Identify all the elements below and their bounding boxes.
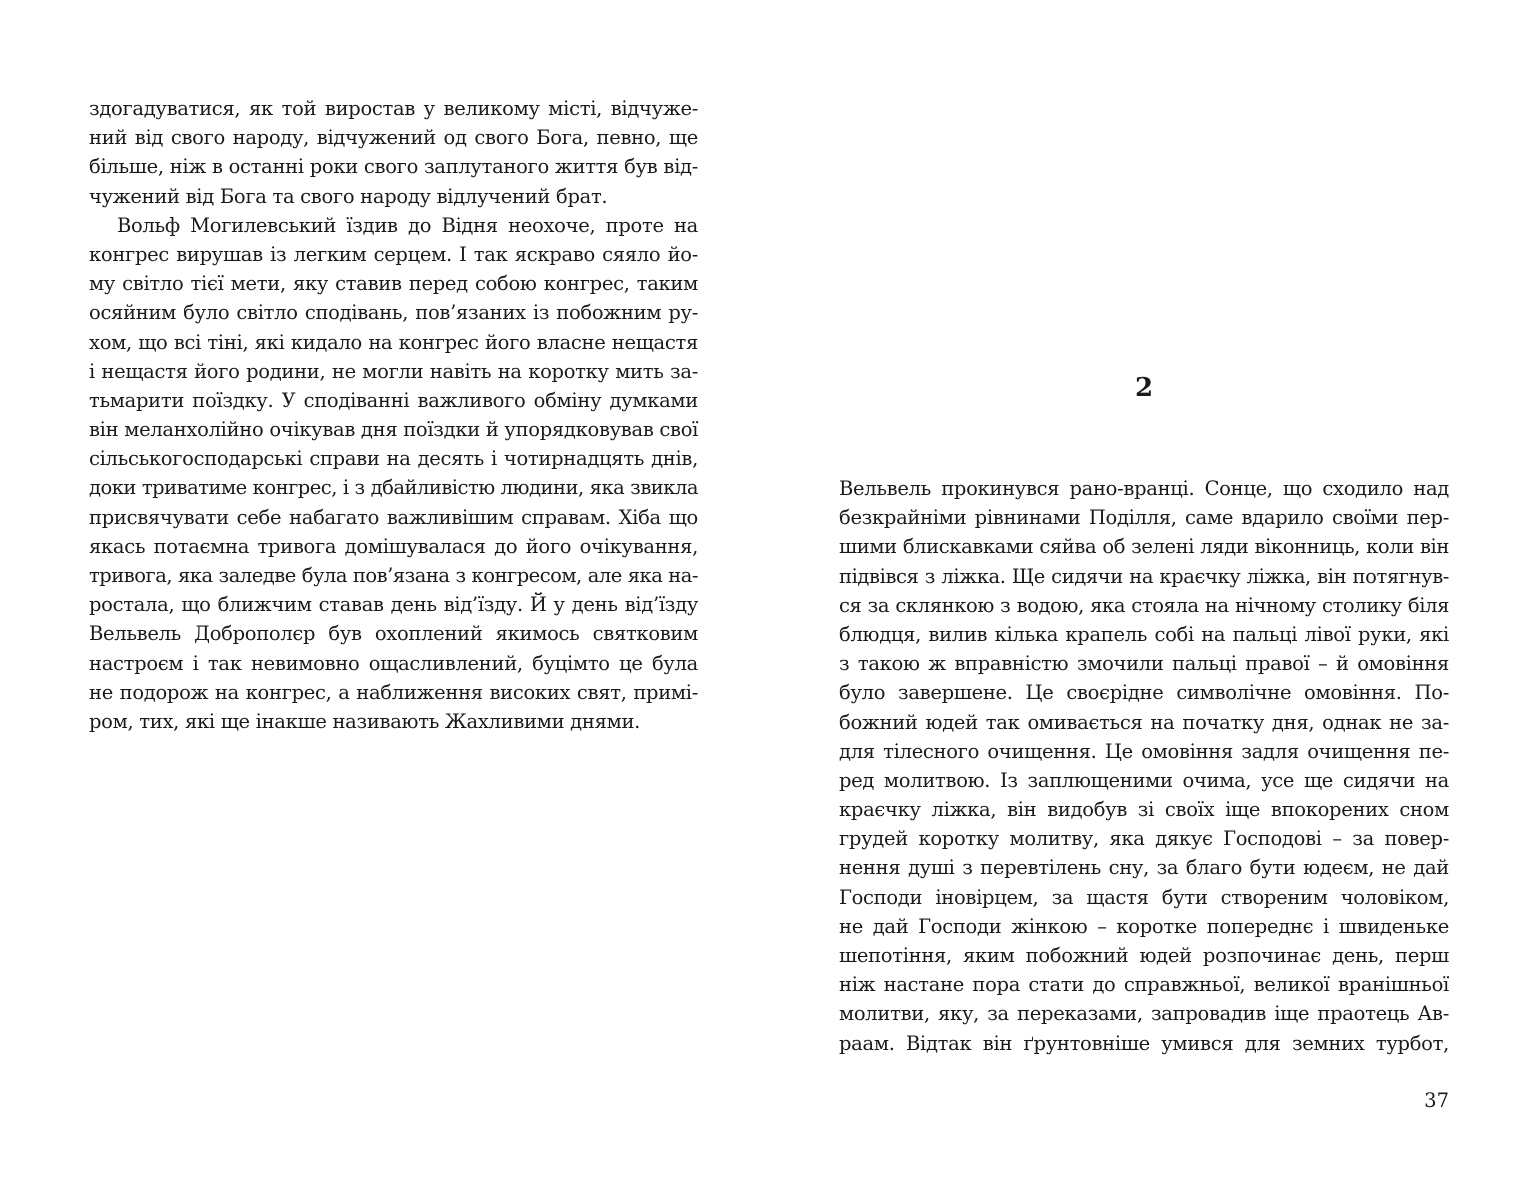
text-line: не подорож на конгрес, а наближення високих свят, примі-	[89, 680, 698, 704]
chapter-number: 2	[1134, 373, 1154, 403]
text-line: Вельвель прокинувся рано-вранці. Сонце, що сходило над	[839, 477, 1449, 500]
text-line: чужений від Бога та свого народу відлучений брат.	[89, 184, 608, 208]
text-line: ростала, що ближчим ставав день від’їзду. Й у день від’їзду	[89, 593, 698, 617]
text-line: шими блискавками сяйва об зелені ляди віконниць, коли він	[839, 535, 1449, 559]
text-line: хом, що всі тіні, які кидало на конгрес його власне нещастя	[89, 330, 698, 354]
text-line: ніж настане пора стати до справжньої, великої вранішньої	[839, 973, 1449, 997]
text-line: раам. Відтак він ґрунтовніше умився для земних турбот,	[839, 1031, 1449, 1055]
text-line: і нещастя його родини, не могли навіть на коротку мить за-	[89, 359, 698, 383]
text-line: присвячувати себе набагато важливішим справам. Хіба що	[89, 505, 698, 529]
text-line: нення душі з перевтілень сну, за благо бути юдеєм, не дай	[839, 856, 1449, 880]
text-line: ром, тих, які ще інакше називають Жахливими днями.	[89, 709, 641, 733]
text-line: безкрайніми рівнинами Поділля, саме вдарило своїми пер-	[839, 506, 1449, 530]
text-line: настроєм і так невимовно ощасливлений, буцімто це була	[89, 651, 698, 675]
text-line: якась потаємна тривога домішувалася до його очікування,	[89, 534, 698, 558]
right-page-text	[839, 474, 1449, 1058]
text-line: сільськогосподарські справи на десять і чотирнадцять днів,	[89, 447, 698, 471]
text-line: більше, ніж в останні роки свого заплутаного життя був від-	[89, 155, 698, 179]
page-number: 37	[1424, 1089, 1449, 1112]
text-line: Вельвель Доброполєр був охоплений якимось святковим	[89, 622, 698, 646]
text-line: молитви, яку, за переказами, запровадив іще праотець Ав-	[839, 1002, 1449, 1026]
text-line: здогадуватися, як той виростав у великому місті, відчуже-	[89, 97, 698, 120]
text-line: краєчку ліжка, він видобув зі своїх іще впокорених сном	[839, 798, 1449, 822]
text-line: не дай Господи жінкою – коротке попереднє і швиденьке	[839, 914, 1449, 938]
text-line: тьмарити поїздку. У сподіванні важливого обміну думками	[89, 388, 698, 412]
text-line: ний від свого народу, відчужений од свого Бога, певно, ще	[89, 126, 698, 150]
text-line: блюдця, вилив кілька крапель собі на пальці лівої руки, які	[839, 622, 1449, 646]
text-line: тривога, яка заледве була пов’язана з конгресом, але яка на-	[89, 564, 698, 587]
text-line: грудей коротку молитву, яка дякує Господові – за повер-	[839, 827, 1449, 851]
text-line: ся за склянкою з водою, яка стояла на нічному столику біля	[839, 593, 1449, 617]
text-line: було завершене. Це своєрідне символічне омовіння. По-	[839, 681, 1449, 705]
text-line: для тілесного очищення. Це омовіння задля очищення пе-	[839, 739, 1449, 763]
text-line: доки триватиме конгрес, і з дбайливістю людини, яка звикла	[89, 476, 698, 500]
text-line: конгрес вирушав із легким серцем. І так яскраво сяяло йо-	[89, 242, 698, 266]
text-line: він меланхолійно очікував дня поїздки й упорядковував свої	[89, 418, 699, 442]
text-line: Вольф Могилевський їздив до Відня неохоче, проте на	[117, 213, 698, 237]
text-line: божний юдей так омивається на початку дня, однак не за-	[839, 710, 1449, 734]
text-line: осяйним було світло сподівань, пов’язаних із побожним ру-	[89, 301, 698, 325]
text-line: підвівся з ліжка. Ще сидячи на краєчку ліжка, він потягнув-	[839, 564, 1449, 588]
left-page-text	[89, 94, 698, 736]
text-line: ред молитвою. Із заплющеними очима, усе ще сидячи на	[839, 768, 1449, 792]
text-line: му світло тієї мети, яку ставив перед собою конгрес, таким	[89, 272, 698, 296]
text-line: з такою ж вправністю змочили пальці правої – й омовіння	[839, 652, 1449, 676]
text-line: шепотіння, яким побожний юдей розпочинає день, перш	[839, 944, 1449, 967]
text-line: Господи іновірцем, за щастя бути створеним чоловіком,	[839, 885, 1449, 909]
left-page	[89, 0, 698, 1182]
right-page	[839, 0, 1449, 1182]
